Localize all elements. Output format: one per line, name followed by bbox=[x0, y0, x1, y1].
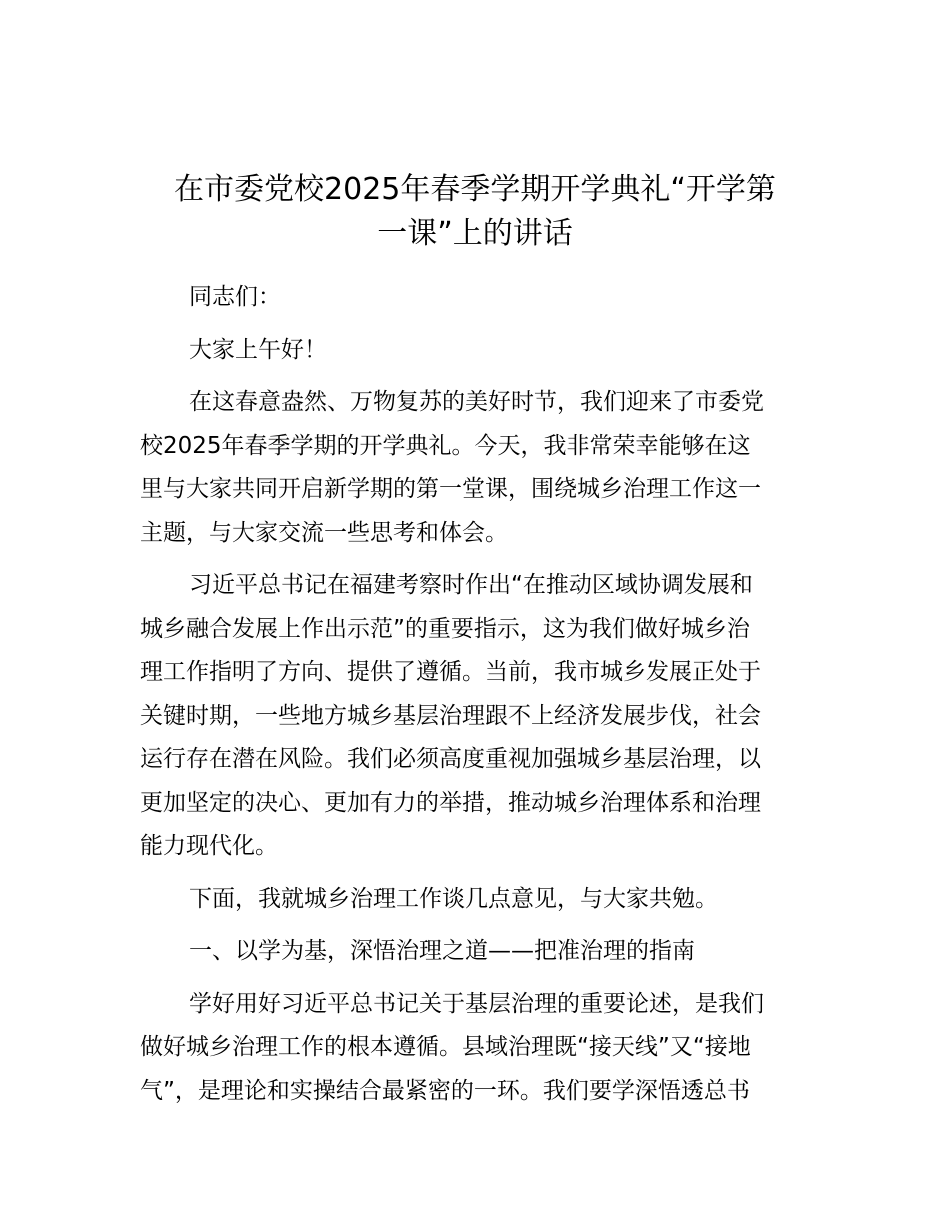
section-heading-1 bbox=[140, 930, 810, 974]
text-line: 理工作指明了方向、提供了遵循。当前，我市城乡发展正处于 bbox=[140, 659, 761, 685]
paragraph-opening bbox=[140, 381, 810, 555]
title-line-2: 一课”上的讲话 bbox=[377, 216, 573, 251]
greeting bbox=[140, 329, 810, 373]
text-line: 更加坚定的决心、更加有力的举措，推动城乡治理体系和治理 bbox=[140, 789, 761, 816]
paragraph-transition bbox=[140, 878, 810, 922]
title-line-1: 在市委党校2025年春季学期开学典礼“开学第 bbox=[174, 172, 776, 207]
text-line: 一、以学为基，深悟治理之道——把准治理的指南 bbox=[189, 938, 695, 964]
text-line: 能力现代化。 bbox=[140, 833, 278, 859]
text-line: 里与大家共同开启新学期的第一堂课，围绕城乡治理工作这一 bbox=[140, 476, 761, 502]
text-line: 学好用好习近平总书记关于基层治理的重要论述，是我们 bbox=[189, 990, 764, 1017]
text-line: 气”，是理论和实操结合最紧密的一环。我们要学深悟透总书 bbox=[140, 1077, 750, 1104]
paragraph-context bbox=[140, 564, 810, 869]
salutation bbox=[140, 276, 810, 320]
text-line: 关键时期，一些地方城乡基层治理跟不上经济发展步伐，社会 bbox=[140, 702, 761, 729]
text-line: 大家上午好！ bbox=[189, 336, 327, 363]
text-line: 主题，与大家交流一些思考和体会。 bbox=[140, 519, 508, 546]
text-line: 同志们： bbox=[189, 284, 281, 310]
text-line: 习近平总书记在福建考察时作出“在推动区域协调发展和 bbox=[189, 572, 753, 598]
text-line: 下面，我就城乡治理工作谈几点意见，与大家共勉。 bbox=[189, 885, 718, 912]
paragraph-section-1 bbox=[140, 983, 810, 1114]
text-line: 校2025年春季学期的开学典礼。今天，我非常荣幸能够在这 bbox=[140, 432, 751, 459]
text-line: 城乡融合发展上作出示范”的重要指示，这为我们做好城乡治 bbox=[140, 615, 750, 642]
document-title bbox=[140, 168, 810, 256]
text-line: 运行存在潜在风险。我们必须高度重视加强城乡基层治理，以 bbox=[140, 746, 761, 772]
text-line: 做好城乡治理工作的根本遵循。县域治理既“接天线”又“接地 bbox=[140, 1034, 751, 1060]
text-line: 在这春意盎然、万物复苏的美好时节，我们迎来了市委党 bbox=[189, 389, 764, 415]
